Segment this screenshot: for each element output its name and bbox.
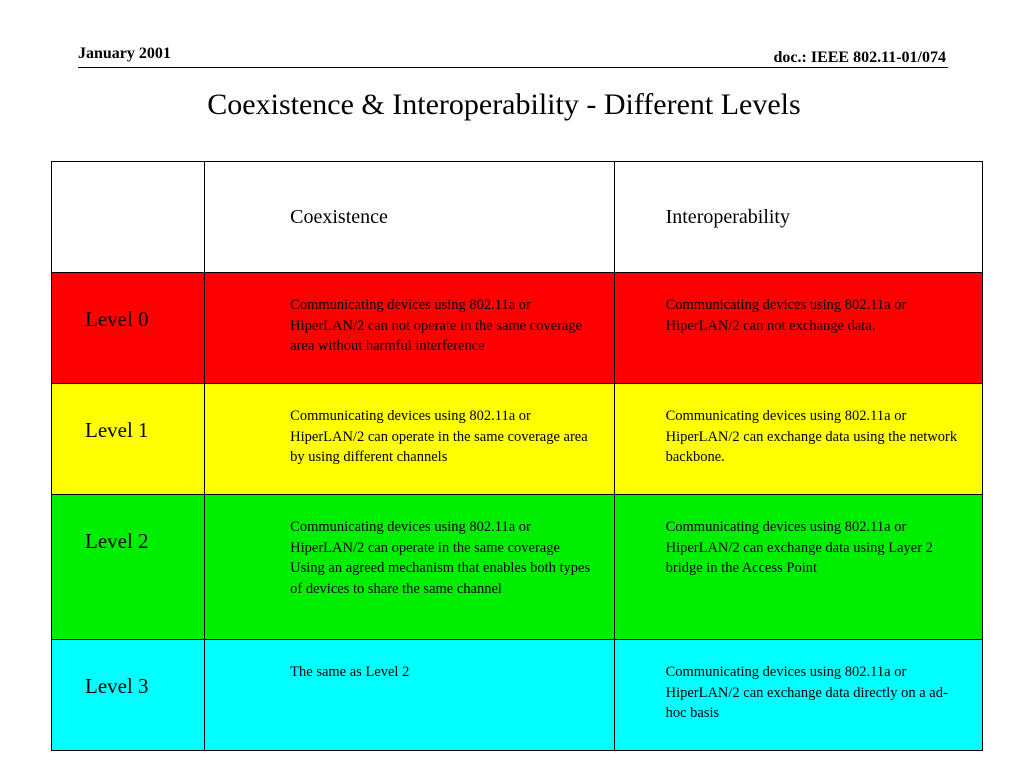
coexistence-text: The same as Level 2 [290,664,410,680]
coexistence-cell [205,495,614,640]
column-header-label: Coexistence [290,206,388,228]
interoperability-cell [614,384,982,495]
level-label-cell [52,495,205,640]
table-header-row [52,162,983,273]
column-header-coexistence [205,162,614,273]
coexistence-text: Communicating devices using 802.11a or HiperLAN/2 can operate in the same coverage Using an agreed mechanism that enables both types of devices to share the same channel [290,519,591,597]
interoperability-text: Communicating devices using 802.11a or HiperLAN/2 can exchange data directly on a ad-hoc basis [665,664,948,721]
level-label: Level 1 [85,418,149,442]
header-divider [78,67,948,68]
level-label-cell [52,273,205,384]
level-label-cell [52,384,205,495]
column-header-interoperability [614,162,982,273]
column-header-label: Interoperability [665,206,790,228]
interoperability-text: Communicating devices using 802.11a or HiperLAN/2 can not exchange data. [665,297,907,334]
coexistence-text: Communicating devices using 802.11a or HiperLAN/2 can operate in the same coverage area by using different channels [290,408,588,465]
table-row-level-2 [52,495,983,640]
header-date: January 2001 [78,45,171,62]
level-label: Level 3 [85,674,149,698]
table-row-level-0 [52,273,983,384]
coexistence-cell [205,384,614,495]
coexistence-cell [205,273,614,384]
table-row-level-3 [52,640,983,751]
levels-table [51,161,983,751]
level-label-cell [52,640,205,751]
slide-title: Coexistence & Interoperability - Different Levels [207,88,801,121]
level-label: Level 0 [85,307,149,331]
coexistence-cell [205,640,614,751]
table-row-level-1 [52,384,983,495]
interoperability-text: Communicating devices using 802.11a or HiperLAN/2 can exchange data using Layer 2 bridge in the Access Point [665,519,933,576]
interoperability-cell [614,640,982,751]
interoperability-cell [614,273,982,384]
table-header-corner [52,162,205,273]
header-doc-id: doc.: IEEE 802.11-01/074 [773,49,946,66]
interoperability-text: Communicating devices using 802.11a or HiperLAN/2 can exchange data using the network backbone. [665,408,958,465]
interoperability-cell [614,495,982,640]
level-label: Level 2 [85,529,149,553]
coexistence-text: Communicating devices using 802.11a or HiperLAN/2 can not operate in the same coverage area without harmful interference [290,297,583,354]
